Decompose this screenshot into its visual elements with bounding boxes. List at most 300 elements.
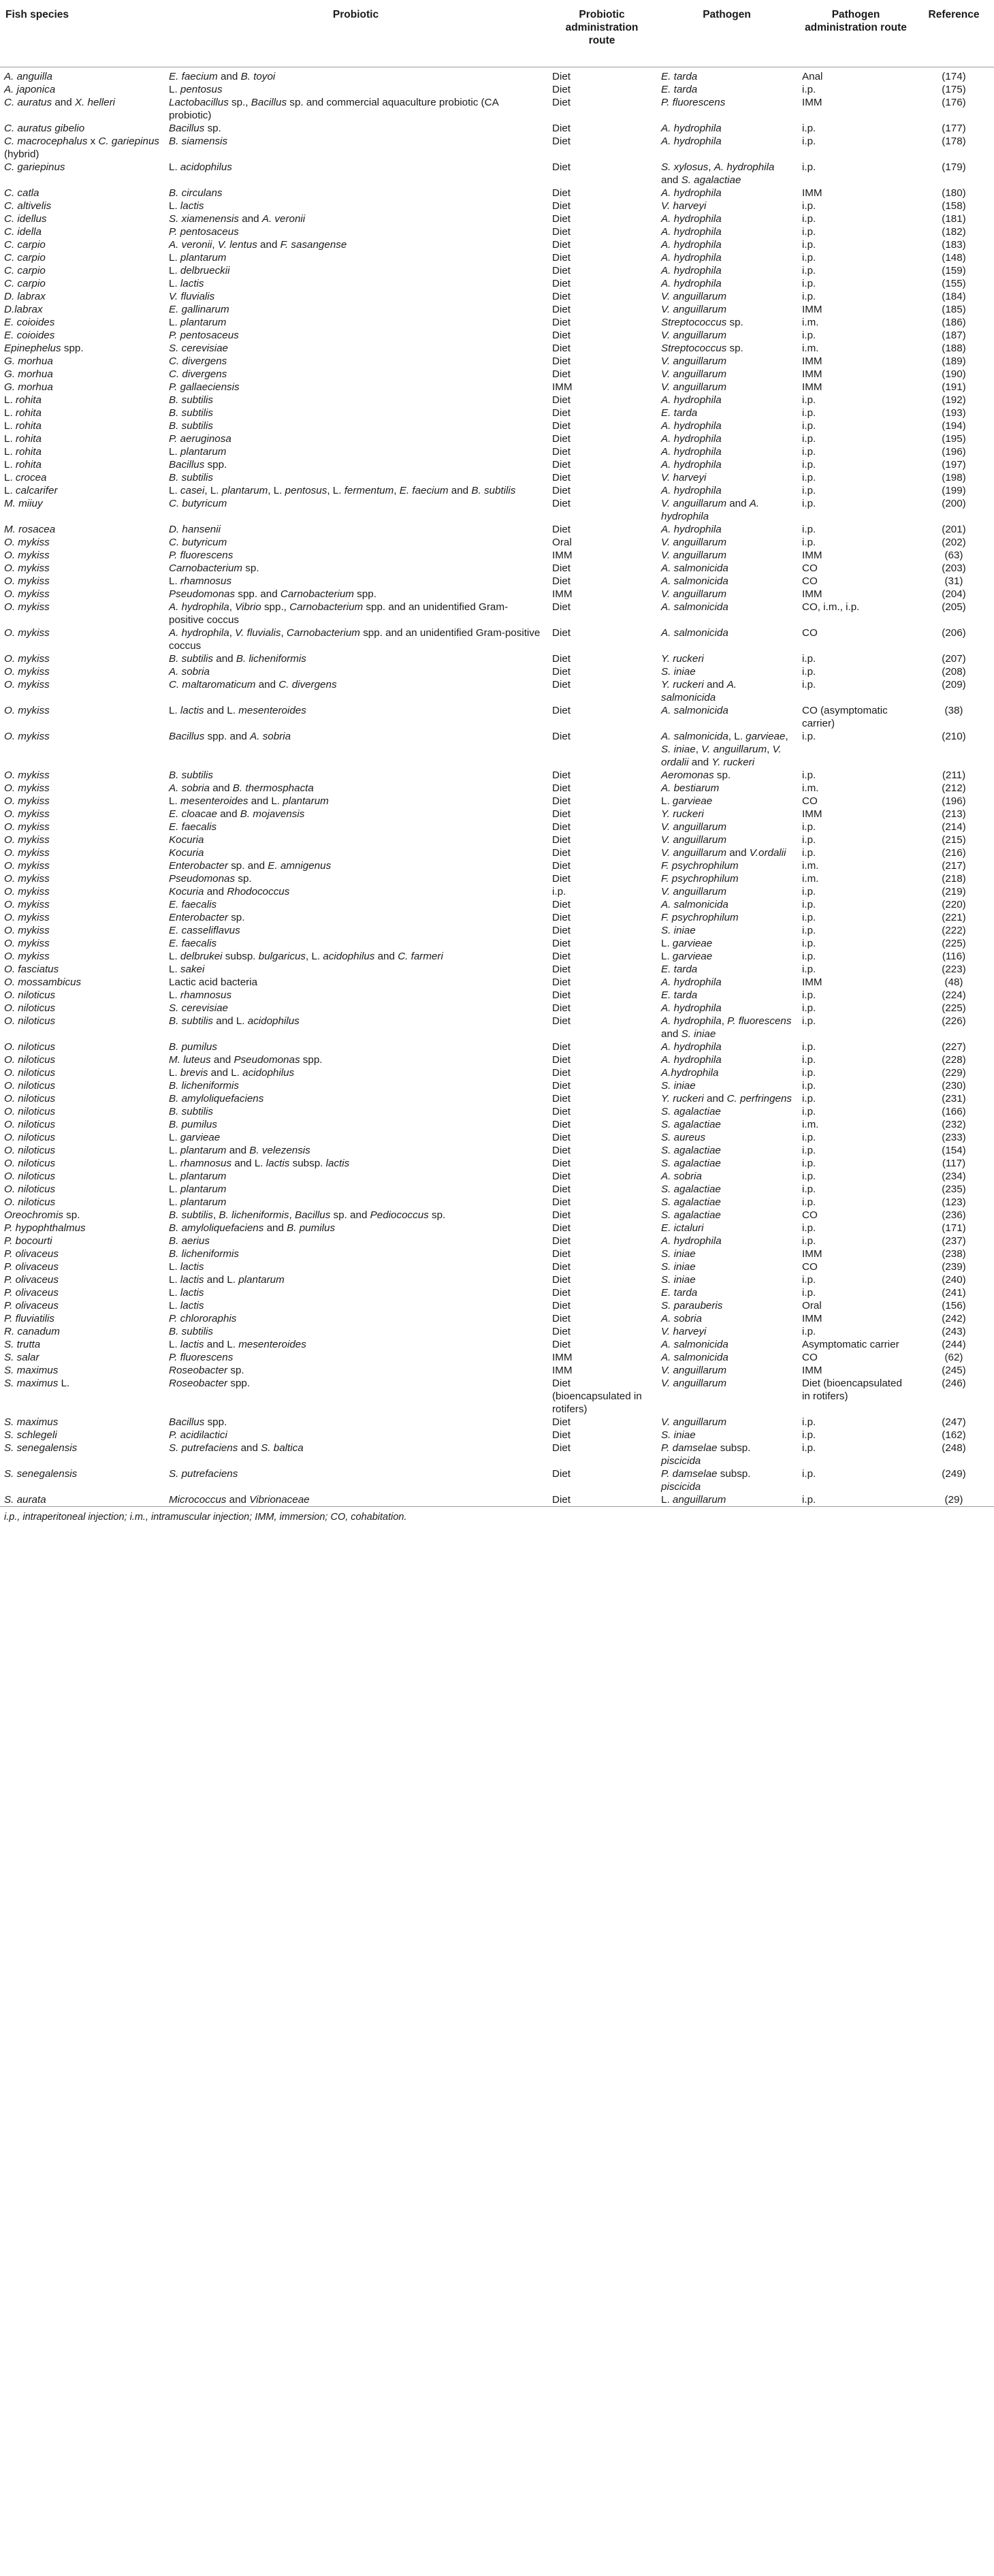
table-row [0, 484, 994, 497]
cell-fish-species: O. mykiss [4, 588, 50, 600]
cell-reference: (243) [942, 1325, 966, 1337]
cell-probiotic: Bacillus spp. [169, 458, 227, 471]
cell-reference: (219) [942, 885, 966, 897]
table-row [0, 963, 994, 976]
table-row [0, 458, 994, 471]
cell-probiotic-route: Diet [552, 1092, 571, 1104]
cell-probiotic-route: Diet [552, 1157, 571, 1169]
cell-probiotic: L. sakei [169, 963, 205, 975]
cell-pathogen: A. hydrophila [661, 484, 722, 496]
cell-probiotic-route: Diet [552, 872, 571, 885]
cell-probiotic: Pseudomonas spp. and Carnobacterium spp. [169, 588, 376, 600]
cell-probiotic-route: Diet [552, 523, 571, 535]
cell-pathogen: P. damselae subsp. piscicida [661, 1442, 751, 1467]
cell-pathogen-route: CO [802, 1351, 818, 1363]
cell-pathogen-route: i.p. [802, 484, 816, 496]
cell-pathogen-route: i.p. [802, 963, 816, 975]
cell-pathogen-route: i.p. [802, 1131, 816, 1143]
cell-pathogen: V. anguillarum [661, 1377, 726, 1389]
cell-fish-species: O. mykiss [4, 950, 50, 962]
cell-probiotic: A. sobria [169, 665, 210, 678]
cell-pathogen: V. anguillarum and A. hydrophila [661, 497, 760, 522]
cell-reference: (211) [942, 769, 966, 781]
cell-probiotic-route: Diet [552, 1222, 571, 1234]
table-row [0, 924, 994, 937]
cell-pathogen: Streptococcus sp. [661, 316, 743, 328]
cell-probiotic: P. pentosaceus [169, 329, 239, 341]
cell-probiotic-route: Diet [552, 1493, 571, 1506]
table-row [0, 122, 994, 135]
cell-probiotic: Kocuria [169, 846, 204, 859]
cell-probiotic: Enterobacter sp. [169, 911, 245, 923]
cell-fish-species: O. mykiss [4, 898, 50, 910]
cell-probiotic-route: Diet [552, 1338, 571, 1350]
cell-fish-species: E. coioides [4, 329, 55, 341]
cell-fish-species: O. mykiss [4, 937, 50, 949]
cell-probiotic: B. circulans [169, 187, 223, 199]
cell-reference: (180) [942, 187, 966, 199]
cell-probiotic-route: Diet [552, 1299, 571, 1311]
cell-probiotic: B. subtilis [169, 419, 214, 432]
cell-probiotic-route: Diet [552, 1209, 571, 1221]
cell-fish-species: C. idella [4, 225, 42, 238]
cell-pathogen-route: IMM [802, 549, 822, 561]
table-row [0, 1209, 994, 1222]
cell-pathogen-route: i.p. [802, 212, 816, 225]
cell-probiotic: P. gallaeciensis [169, 381, 240, 393]
cell-probiotic-route: Diet [552, 445, 571, 458]
table-row [0, 200, 994, 212]
cell-pathogen-route: i.p. [802, 225, 816, 238]
cell-probiotic: Carnobacterium sp. [169, 562, 259, 574]
cell-reference: (48) [944, 976, 963, 988]
cell-pathogen: V. anguillarum [661, 549, 726, 561]
cell-pathogen-route: i.p. [802, 277, 816, 289]
cell-fish-species: L. rohita [4, 394, 42, 406]
cell-probiotic-route: Diet [552, 1131, 571, 1143]
cell-reference: (242) [942, 1312, 966, 1324]
cell-reference: (199) [942, 484, 966, 496]
table-row [0, 1196, 994, 1209]
table-row [0, 251, 994, 264]
cell-fish-species: Epinephelus spp. [4, 342, 84, 354]
cell-probiotic-route: Diet [552, 963, 571, 975]
cell-pathogen: V. anguillarum [661, 821, 726, 833]
cell-probiotic-route: Diet [552, 407, 571, 419]
cell-fish-species: S. maximus L. [4, 1377, 70, 1389]
cell-probiotic-route: Diet [552, 1105, 571, 1117]
cell-pathogen: S. parauberis [661, 1299, 723, 1311]
cell-probiotic-route: IMM [552, 588, 573, 600]
cell-probiotic-route: Diet [552, 161, 571, 173]
table-row [0, 652, 994, 665]
cell-probiotic-route: Diet [552, 432, 571, 445]
cell-pathogen-route: i.p. [802, 1429, 816, 1441]
cell-fish-species: A. anguilla [4, 70, 52, 82]
cell-pathogen: V. anguillarum [661, 588, 726, 600]
cell-reference: (177) [942, 122, 966, 134]
cell-reference: (208) [942, 665, 966, 678]
cell-probiotic-route: Diet [552, 277, 571, 289]
cell-probiotic-route: Diet [552, 808, 571, 820]
cell-reference: (221) [942, 911, 966, 923]
cell-pathogen-route: i.p. [802, 833, 816, 846]
cell-fish-species: C. gariepinus [4, 161, 65, 173]
cell-pathogen: E. tarda [661, 989, 698, 1001]
cell-reference: (148) [942, 251, 966, 264]
cell-pathogen-route: IMM [802, 368, 822, 380]
cell-pathogen: A. sobria [661, 1170, 702, 1182]
cell-fish-species: O. niloticus [4, 1105, 56, 1117]
cell-pathogen: A. hydrophila [661, 1002, 722, 1014]
cell-probiotic-route: Diet [552, 368, 571, 380]
cell-probiotic-route: Diet [552, 1183, 571, 1195]
cell-reference: (233) [942, 1131, 966, 1143]
cell-fish-species: O. mykiss [4, 846, 50, 859]
cell-probiotic-route: Diet [552, 1416, 571, 1428]
cell-reference: (196) [942, 445, 966, 458]
cell-pathogen: A. hydrophila [661, 1235, 722, 1247]
cell-reference: (229) [942, 1066, 966, 1079]
cell-probiotic: L. plantarum [169, 1183, 227, 1195]
cell-probiotic-route: Diet [552, 821, 571, 833]
cell-pathogen-route: i.p. [802, 251, 816, 264]
table-row [0, 1493, 994, 1507]
cell-pathogen-route: IMM [802, 1312, 822, 1324]
cell-pathogen-route: i.p. [802, 730, 816, 742]
cell-fish-species: O. mykiss [4, 704, 50, 716]
cell-fish-species: S. schlegeli [4, 1429, 57, 1441]
cell-fish-species: C. auratus gibelio [4, 122, 85, 134]
cell-probiotic: B. subtilis [169, 1105, 214, 1117]
cell-reference: (204) [942, 588, 966, 600]
cell-probiotic-route: Diet [552, 1079, 571, 1092]
cell-reference: (189) [942, 355, 966, 367]
table-row [0, 1144, 994, 1157]
cell-pathogen: A. bestiarum [661, 782, 720, 794]
cell-pathogen: S. agalactiae [661, 1196, 721, 1208]
cell-probiotic: A. veronii, V. lentus and F. sasangense [169, 238, 347, 251]
cell-pathogen: A. hydrophila [661, 445, 722, 458]
table-row [0, 937, 994, 950]
cell-probiotic-route: Diet [552, 652, 571, 665]
cell-fish-species: O. mykiss [4, 665, 50, 678]
cell-pathogen: S. iniae [661, 924, 696, 936]
cell-reference: (171) [942, 1222, 966, 1234]
cell-probiotic-route: Diet [552, 1273, 571, 1286]
cell-probiotic: E. casseliflavus [169, 924, 240, 936]
cell-probiotic-route: Diet [552, 859, 571, 872]
cell-reference: (231) [942, 1092, 966, 1104]
cell-fish-species: C. macrocephalus x C. gariepinus (hybrid) [4, 135, 159, 160]
table-row [0, 601, 994, 626]
cell-fish-species: O. mykiss [4, 652, 50, 665]
cell-probiotic: L. lactis [169, 1260, 204, 1273]
cell-pathogen: V. anguillarum [661, 381, 726, 393]
table-row [0, 1002, 994, 1015]
table-row [0, 225, 994, 238]
cell-probiotic: C. divergens [169, 368, 227, 380]
cell-probiotic: E. faecalis [169, 821, 217, 833]
cell-pathogen: A. salmonicida [661, 626, 728, 639]
cell-probiotic: Bacillus spp. [169, 1416, 227, 1428]
table-row [0, 1299, 994, 1312]
cell-pathogen-route: IMM [802, 588, 822, 600]
cell-fish-species: O. niloticus [4, 1092, 56, 1104]
cell-probiotic: Enterobacter sp. and E. amnigenus [169, 859, 332, 872]
cell-reference: (217) [942, 859, 966, 872]
table-row [0, 1351, 994, 1364]
cell-fish-species: D.labrax [4, 303, 43, 315]
cell-pathogen-route: Anal [802, 70, 823, 82]
cell-probiotic: L. mesenteroides and L. plantarum [169, 795, 329, 807]
cell-fish-species: C. carpio [4, 238, 46, 251]
cell-probiotic-route: IMM [552, 381, 573, 393]
table-row [0, 898, 994, 911]
cell-pathogen-route: i.p. [802, 924, 816, 936]
cell-probiotic-route: Diet [552, 1260, 571, 1273]
cell-probiotic: B. pumilus [169, 1118, 217, 1130]
cell-reference: (245) [942, 1364, 966, 1376]
cell-pathogen: V. anguillarum [661, 1364, 726, 1376]
cell-fish-species: O. mykiss [4, 678, 50, 690]
cell-reference: (220) [942, 898, 966, 910]
cell-pathogen: A. hydrophila, P. fluorescens and S. iniae [661, 1015, 792, 1040]
cell-fish-species: C. carpio [4, 264, 46, 276]
cell-reference: (210) [942, 730, 966, 742]
cell-pathogen-route: i.p. [802, 1105, 816, 1117]
cell-reference: (236) [942, 1209, 966, 1221]
table-row [0, 1157, 994, 1170]
cell-fish-species: O. niloticus [4, 1183, 56, 1195]
cell-fish-species: O. mykiss [4, 782, 50, 794]
cell-reference: (185) [942, 303, 966, 315]
cell-pathogen-route: i.p. [802, 1416, 816, 1428]
table-row [0, 665, 994, 678]
cell-probiotic: L. lactis and L. mesenteroides [169, 704, 306, 716]
cell-pathogen-route: i.p. [802, 769, 816, 781]
cell-fish-species: S. aurata [4, 1493, 46, 1506]
table-row [0, 769, 994, 782]
table-row [0, 808, 994, 821]
cell-pathogen-route: i.p. [802, 1002, 816, 1014]
cell-probiotic-route: Diet [552, 1429, 571, 1441]
cell-fish-species: O. mykiss [4, 833, 50, 846]
cell-fish-species: O. mykiss [4, 769, 50, 781]
cell-reference: (248) [942, 1442, 966, 1454]
cell-pathogen: F. psychrophilum [661, 911, 739, 923]
cell-pathogen: A. hydrophila [661, 212, 722, 225]
table-row [0, 96, 994, 122]
cell-fish-species: P. olivaceus [4, 1286, 59, 1299]
table-row [0, 432, 994, 445]
cell-reference: (209) [942, 678, 966, 690]
cell-probiotic-route: Diet [552, 937, 571, 949]
cell-pathogen-route: IMM [802, 1364, 822, 1376]
cell-pathogen: S. iniae [661, 1429, 696, 1441]
cell-fish-species: P. olivaceus [4, 1247, 59, 1260]
cell-reference: (193) [942, 407, 966, 419]
cell-pathogen-route: i.p. [802, 1040, 816, 1053]
cell-pathogen: A. sobria [661, 1312, 702, 1324]
cell-pathogen-route: i.p. [802, 1325, 816, 1337]
cell-pathogen-route: i.p. [802, 83, 816, 95]
cell-probiotic: B. aerius [169, 1235, 210, 1247]
cell-pathogen: V. anguillarum and V.ordalii [661, 846, 786, 859]
cell-reference: (198) [942, 471, 966, 483]
cell-reference: (196) [942, 795, 966, 807]
cell-pathogen-route: i.p. [802, 1273, 816, 1286]
cell-pathogen: E. ictaluri [661, 1222, 704, 1234]
cell-fish-species: L. crocea [4, 471, 47, 483]
cell-pathogen: A. hydrophila [661, 523, 722, 535]
cell-probiotic: L. lactis [169, 200, 204, 212]
table-footer [0, 1506, 994, 1529]
table-row [0, 471, 994, 484]
cell-reference: (181) [942, 212, 966, 225]
cell-pathogen-route: i.p. [802, 290, 816, 302]
cell-pathogen-route: i.p. [802, 329, 816, 341]
cell-reference: (247) [942, 1416, 966, 1428]
cell-fish-species: O. niloticus [4, 1040, 56, 1053]
cell-pathogen-route: i.p. [802, 989, 816, 1001]
cell-fish-species: L. rohita [4, 445, 42, 458]
header-fish-species: Fish species [0, 0, 165, 67]
cell-pathogen-route: i.p. [802, 821, 816, 833]
cell-probiotic: P. aeruginosa [169, 432, 231, 445]
cell-probiotic-route: Diet [552, 1235, 571, 1247]
cell-pathogen-route: i.p. [802, 665, 816, 678]
cell-reference: (239) [942, 1260, 966, 1273]
cell-probiotic: L. plantarum and B. velezensis [169, 1144, 310, 1156]
cell-pathogen: E. tarda [661, 407, 698, 419]
cell-pathogen-route: i.p. [802, 432, 816, 445]
cell-fish-species: O. mykiss [4, 859, 50, 872]
cell-probiotic: S. xiamenensis and A. veronii [169, 212, 306, 225]
table-row [0, 277, 994, 290]
cell-probiotic-route: Diet [552, 911, 571, 923]
cell-fish-species: S. maximus [4, 1416, 59, 1428]
cell-reference: (246) [942, 1377, 966, 1389]
cell-reference: (195) [942, 432, 966, 445]
cell-probiotic: L. lactis [169, 277, 204, 289]
table-row [0, 833, 994, 846]
cell-reference: (197) [942, 458, 966, 471]
cell-probiotic-route: Diet [552, 497, 571, 509]
cell-probiotic: Pseudomonas sp. [169, 872, 252, 885]
cell-probiotic: C. butyricum [169, 497, 227, 509]
cell-probiotic-route: Diet [552, 484, 571, 496]
cell-fish-species: O. mykiss [4, 575, 50, 587]
cell-probiotic: Bacillus spp. and A. sobria [169, 730, 291, 742]
cell-pathogen: V. harveyi [661, 1325, 707, 1337]
cell-fish-species: O. niloticus [4, 1144, 56, 1156]
cell-probiotic-route: Diet [552, 1118, 571, 1130]
cell-pathogen: A. salmonicida [661, 1351, 728, 1363]
cell-pathogen: A. salmonicida [661, 562, 728, 574]
cell-reference: (205) [942, 601, 966, 613]
cell-reference: (117) [942, 1157, 966, 1169]
cell-pathogen-route: CO (asymptomatic carrier) [802, 704, 888, 729]
cell-probiotic-route: Diet [552, 225, 571, 238]
cell-probiotic-route: Diet [552, 795, 571, 807]
cell-reference: (156) [942, 1299, 966, 1311]
cell-pathogen-route: i.p. [802, 1222, 816, 1234]
cell-probiotic-route: Diet [552, 303, 571, 315]
cell-probiotic: B. subtilis and L. acidophilus [169, 1015, 300, 1027]
cell-probiotic: Lactic acid bacteria [169, 976, 258, 988]
cell-probiotic: L. plantarum [169, 251, 227, 264]
table-row [0, 1273, 994, 1286]
cell-pathogen: A. salmonicida [661, 575, 728, 587]
cell-probiotic: Roseobacter spp. [169, 1377, 251, 1389]
header-reference: Reference [915, 0, 994, 67]
cell-pathogen-route: i.p. [802, 885, 816, 897]
cell-probiotic-route: Diet [552, 290, 571, 302]
table-row [0, 368, 994, 381]
table-row [0, 212, 994, 225]
cell-probiotic-route: Diet [552, 769, 571, 781]
cell-probiotic: E. faecalis [169, 898, 217, 910]
table-row [0, 1260, 994, 1273]
cell-probiotic: Bacillus sp. [169, 122, 221, 134]
cell-fish-species: O. mykiss [4, 536, 50, 548]
cell-pathogen-route: i.m. [802, 872, 819, 885]
cell-pathogen: E. tarda [661, 963, 698, 975]
cell-fish-species: O. niloticus [4, 1118, 56, 1130]
cell-reference: (63) [944, 549, 963, 561]
cell-pathogen-route: i.m. [802, 316, 819, 328]
cell-reference: (29) [944, 1493, 963, 1506]
cell-probiotic: A. hydrophila, V. fluvialis, Carnobacterium spp. and an unidentified Gram-positive coccus [169, 626, 541, 652]
cell-fish-species: O. niloticus [4, 1131, 56, 1143]
table-row [0, 290, 994, 303]
cell-reference: (225) [942, 937, 966, 949]
cell-fish-species: G. morhua [4, 368, 53, 380]
cell-probiotic-route: Diet [552, 1247, 571, 1260]
cell-fish-species: C. carpio [4, 277, 46, 289]
cell-pathogen: Y. ruckeri [661, 808, 704, 820]
cell-probiotic-route: Diet [552, 989, 571, 1001]
cell-fish-species: Oreochromis sp. [4, 1209, 80, 1221]
cell-reference: (216) [942, 846, 966, 859]
cell-fish-species: O. mykiss [4, 885, 50, 897]
cell-fish-species: O. niloticus [4, 1002, 56, 1014]
cell-fish-species: P. hypophthalmus [4, 1222, 86, 1234]
cell-fish-species: O. mykiss [4, 911, 50, 923]
cell-pathogen: A. hydrophila [661, 264, 722, 276]
cell-reference: (244) [942, 1338, 966, 1350]
cell-pathogen-route: i.p. [802, 1235, 816, 1247]
cell-probiotic: S. putrefaciens and S. baltica [169, 1442, 304, 1454]
cell-pathogen-route: i.p. [802, 846, 816, 859]
cell-probiotic: L. brevis and L. acidophilus [169, 1066, 295, 1079]
cell-pathogen: S. agalactiae [661, 1105, 721, 1117]
cell-reference: (212) [942, 782, 966, 794]
cell-pathogen-route: i.p. [802, 161, 816, 173]
cell-pathogen-route: i.p. [802, 1286, 816, 1299]
table-row [0, 67, 994, 83]
table-header [0, 0, 994, 67]
cell-pathogen-route: i.p. [802, 678, 816, 690]
cell-probiotic: L. plantarum [169, 445, 227, 458]
header-pathogen: Pathogen [657, 0, 798, 67]
cell-probiotic: E. cloacae and B. mojavensis [169, 808, 305, 820]
table-row [0, 795, 994, 808]
cell-probiotic: D. hansenii [169, 523, 221, 535]
cell-pathogen-route: IMM [802, 355, 822, 367]
cell-reference: (225) [942, 1002, 966, 1014]
